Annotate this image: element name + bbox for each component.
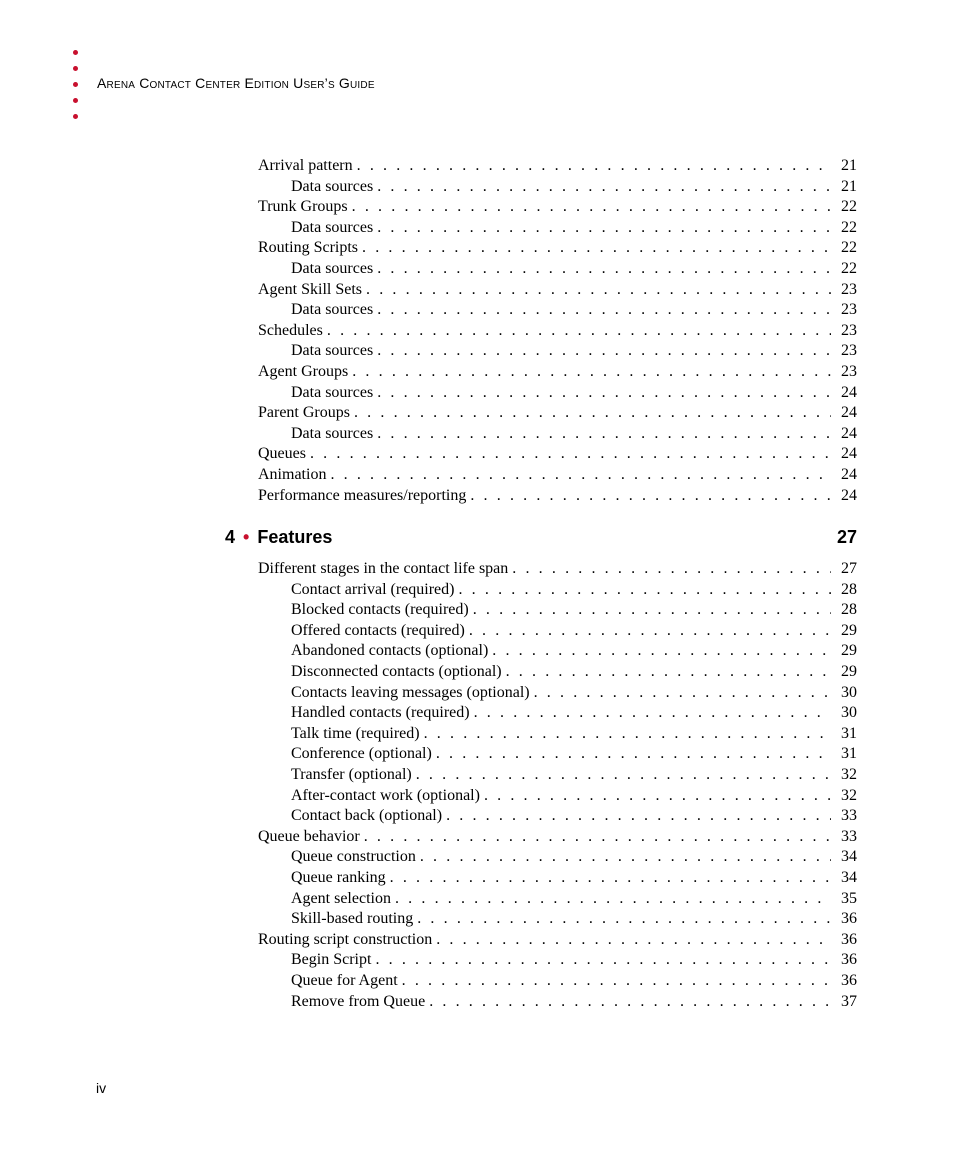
dot-leader [352,362,831,383]
toc-entry[interactable] [258,486,857,507]
toc-entry-page: 32 [841,786,857,804]
toc-entry[interactable] [258,424,857,445]
table-of-contents [225,156,857,1012]
toc-entry-title: Trunk Groups [258,198,348,216]
toc-entry-title: Routing script construction [258,930,433,948]
toc-entry-page: 29 [841,642,857,660]
toc-entry[interactable] [258,971,857,992]
page-number: iv [96,1080,107,1096]
toc-entry-page: 23 [841,280,857,298]
toc-entry-page: 31 [841,724,857,742]
dot-leader [377,341,831,362]
bullet-dot-icon [73,50,78,55]
toc-entry-title: Remove from Queue [291,992,426,1010]
bullet-dot-icon [73,82,78,87]
toc-entry-title: Data sources [291,177,374,195]
toc-entry-title: Data sources [291,342,374,360]
toc-section-b [258,559,857,1012]
bullet-dot-icon [73,66,78,71]
toc-entry-title: Blocked contacts (required) [291,601,469,619]
dot-leader [436,930,831,951]
toc-entry[interactable] [258,300,857,321]
dot-leader [429,992,831,1013]
chapter-number: 4 [225,527,236,548]
toc-entry-page: 31 [841,745,857,763]
toc-entry-title: Parent Groups [258,404,350,422]
toc-entry[interactable] [258,950,857,971]
toc-entry-page: 23 [841,362,857,380]
dot-leader [436,744,831,765]
toc-entry[interactable] [258,580,857,601]
toc-entry-page: 22 [841,239,857,257]
toc-entry[interactable] [258,600,857,621]
toc-entry-title: Agent selection [291,889,391,907]
toc-entry-page: 33 [841,827,857,845]
dot-leader [416,765,831,786]
dot-leader [469,621,831,642]
toc-entry-title: Handled contacts (required) [291,704,470,722]
toc-entry-page: 23 [841,301,857,319]
toc-entry-title: Data sources [291,383,374,401]
toc-entry-title: Offered contacts (required) [291,621,465,639]
dot-leader [362,238,831,259]
toc-entry-page: 30 [841,704,857,722]
toc-entry[interactable] [258,641,857,662]
toc-entry[interactable] [258,383,857,404]
toc-entry-title: Data sources [291,259,374,277]
dot-leader [377,300,831,321]
toc-entry[interactable] [258,868,857,889]
toc-entry[interactable] [258,992,857,1013]
toc-entry[interactable] [258,341,857,362]
toc-entry-title: Agent Groups [258,362,349,380]
dot-leader [420,847,831,868]
toc-entry-page: 21 [841,177,857,195]
toc-entry-page: 33 [841,807,857,825]
toc-entry-title: Performance measures/reporting [258,486,467,504]
toc-entry[interactable] [258,465,857,486]
toc-entry-page: 21 [841,157,857,174]
dot-leader [377,383,831,404]
toc-entry-title: Contact back (optional) [291,807,443,825]
toc-entry-page: 28 [841,601,857,619]
toc-entry-page: 23 [841,321,857,339]
dot-leader [458,580,831,601]
toc-entry[interactable] [258,724,857,745]
toc-entry[interactable] [258,362,857,383]
dot-leader [377,218,831,239]
dot-leader [364,827,831,848]
toc-entry-page: 24 [841,404,857,422]
toc-entry[interactable] [258,321,857,342]
toc-entry-title: Begin Script [291,951,372,969]
dot-leader [330,465,831,486]
dot-leader [492,641,831,662]
toc-entry-title: Queue for Agent [291,971,398,989]
toc-entry[interactable] [258,662,857,683]
toc-entry-page: 29 [841,663,857,681]
toc-entry-page: 27 [841,560,857,578]
toc-entry-title: Schedules [258,321,323,339]
dot-leader [484,786,831,807]
toc-entry-title: Disconnected contacts (optional) [291,663,502,681]
toc-entry[interactable] [258,259,857,280]
toc-entry[interactable] [258,930,857,951]
running-head: Arena Contact Center Edition User’s Guide [97,75,375,91]
dot-leader [473,600,831,621]
toc-entry-title: Talk time (required) [291,724,420,742]
toc-entry-title: Queue construction [291,848,416,866]
toc-entry-title: Contacts leaving messages (optional) [291,683,530,701]
dot-leader [377,259,831,280]
dot-leader [377,424,831,445]
toc-entry[interactable] [258,765,857,786]
dot-leader [310,444,831,465]
toc-entry-page: 24 [841,486,857,504]
toc-entry-title: Queue ranking [291,869,386,886]
toc-entry-page: 24 [841,465,857,483]
toc-entry[interactable] [258,621,857,642]
toc-entry[interactable] [258,403,857,424]
toc-entry[interactable] [258,197,857,218]
toc-entry-title: Data sources [291,218,374,236]
toc-entry-page: 22 [841,259,857,277]
toc-entry-page: 30 [841,683,857,701]
toc-entry-page: 24 [841,383,857,401]
toc-entry-page: 22 [841,198,857,216]
chapter-heading[interactable] [225,527,857,557]
toc-entry-title: Animation [258,465,327,483]
toc-entry-page: 37 [841,992,857,1010]
toc-entry[interactable] [258,218,857,239]
toc-entry-title: Data sources [291,424,374,442]
toc-entry[interactable] [258,559,857,580]
toc-entry-page: 36 [841,930,857,948]
dot-leader [474,703,831,724]
toc-entry-title: Contact arrival (required) [291,580,455,598]
dot-leader [395,889,831,910]
toc-entry[interactable] [258,786,857,807]
toc-entry-page: 36 [841,910,857,928]
toc-entry-title: Different stages in the contact life span [258,560,509,578]
toc-section-a [258,156,857,506]
toc-entry-page: 32 [841,766,857,784]
toc-entry[interactable] [258,847,857,868]
toc-entry[interactable] [258,744,857,765]
toc-entry[interactable] [258,827,857,848]
toc-entry[interactable] [258,238,857,259]
toc-entry-title: Transfer (optional) [291,766,412,784]
dot-leader [512,559,831,580]
toc-entry[interactable] [258,909,857,930]
toc-entry-page: 34 [841,848,857,866]
chapter-title: Features [257,527,333,548]
toc-entry-title: Skill-based routing [291,910,414,928]
dot-leader [375,950,831,971]
toc-entry-page: 29 [841,621,857,639]
dot-leader [446,806,831,827]
bullet-dot-icon [73,98,78,103]
dot-leader [327,321,831,342]
toc-entry-page: 23 [841,342,857,360]
toc-entry[interactable] [258,177,857,198]
toc-entry-title: Data sources [291,301,374,319]
dot-leader [366,280,831,301]
dot-leader [417,909,831,930]
toc-entry-title: Queue behavior [258,827,360,845]
toc-entry-page: 28 [841,580,857,598]
toc-entry-title: After-contact work (optional) [291,786,480,804]
toc-entry-page: 36 [841,951,857,969]
toc-entry-page: 36 [841,971,857,989]
toc-entry-page: 24 [841,445,857,463]
toc-entry-title: Conference (optional) [291,745,432,763]
toc-entry[interactable] [258,806,857,827]
toc-entry-page: 22 [841,218,857,236]
toc-entry-page: 34 [841,869,857,886]
toc-entry-page: 24 [841,424,857,442]
dot-leader [390,868,831,889]
dot-leader [352,197,831,218]
chapter-bullet-icon: • [243,527,250,548]
toc-entry-title: Queues [258,445,306,463]
dot-leader [506,662,831,683]
toc-entry-title: Routing Scripts [258,239,359,257]
toc-entry[interactable] [258,683,857,704]
dot-leader [424,724,831,745]
bullet-dot-icon [73,114,78,119]
dot-leader [357,156,831,177]
toc-entry[interactable] [258,156,857,177]
dot-leader [377,177,831,198]
chapter-page: 27 [836,527,857,548]
toc-entry[interactable] [258,444,857,465]
dot-leader [354,403,831,424]
toc-entry-title: Abandoned contacts (optional) [291,642,489,660]
toc-entry[interactable] [258,280,857,301]
dot-leader [470,486,831,507]
toc-entry[interactable] [258,703,857,724]
toc-entry-title: Agent Skill Sets [258,280,363,298]
toc-entry-page: 35 [841,889,857,907]
dot-leader [402,971,831,992]
toc-entry-title: Arrival pattern [258,157,353,174]
dot-leader [534,683,831,704]
toc-entry[interactable] [258,889,857,910]
